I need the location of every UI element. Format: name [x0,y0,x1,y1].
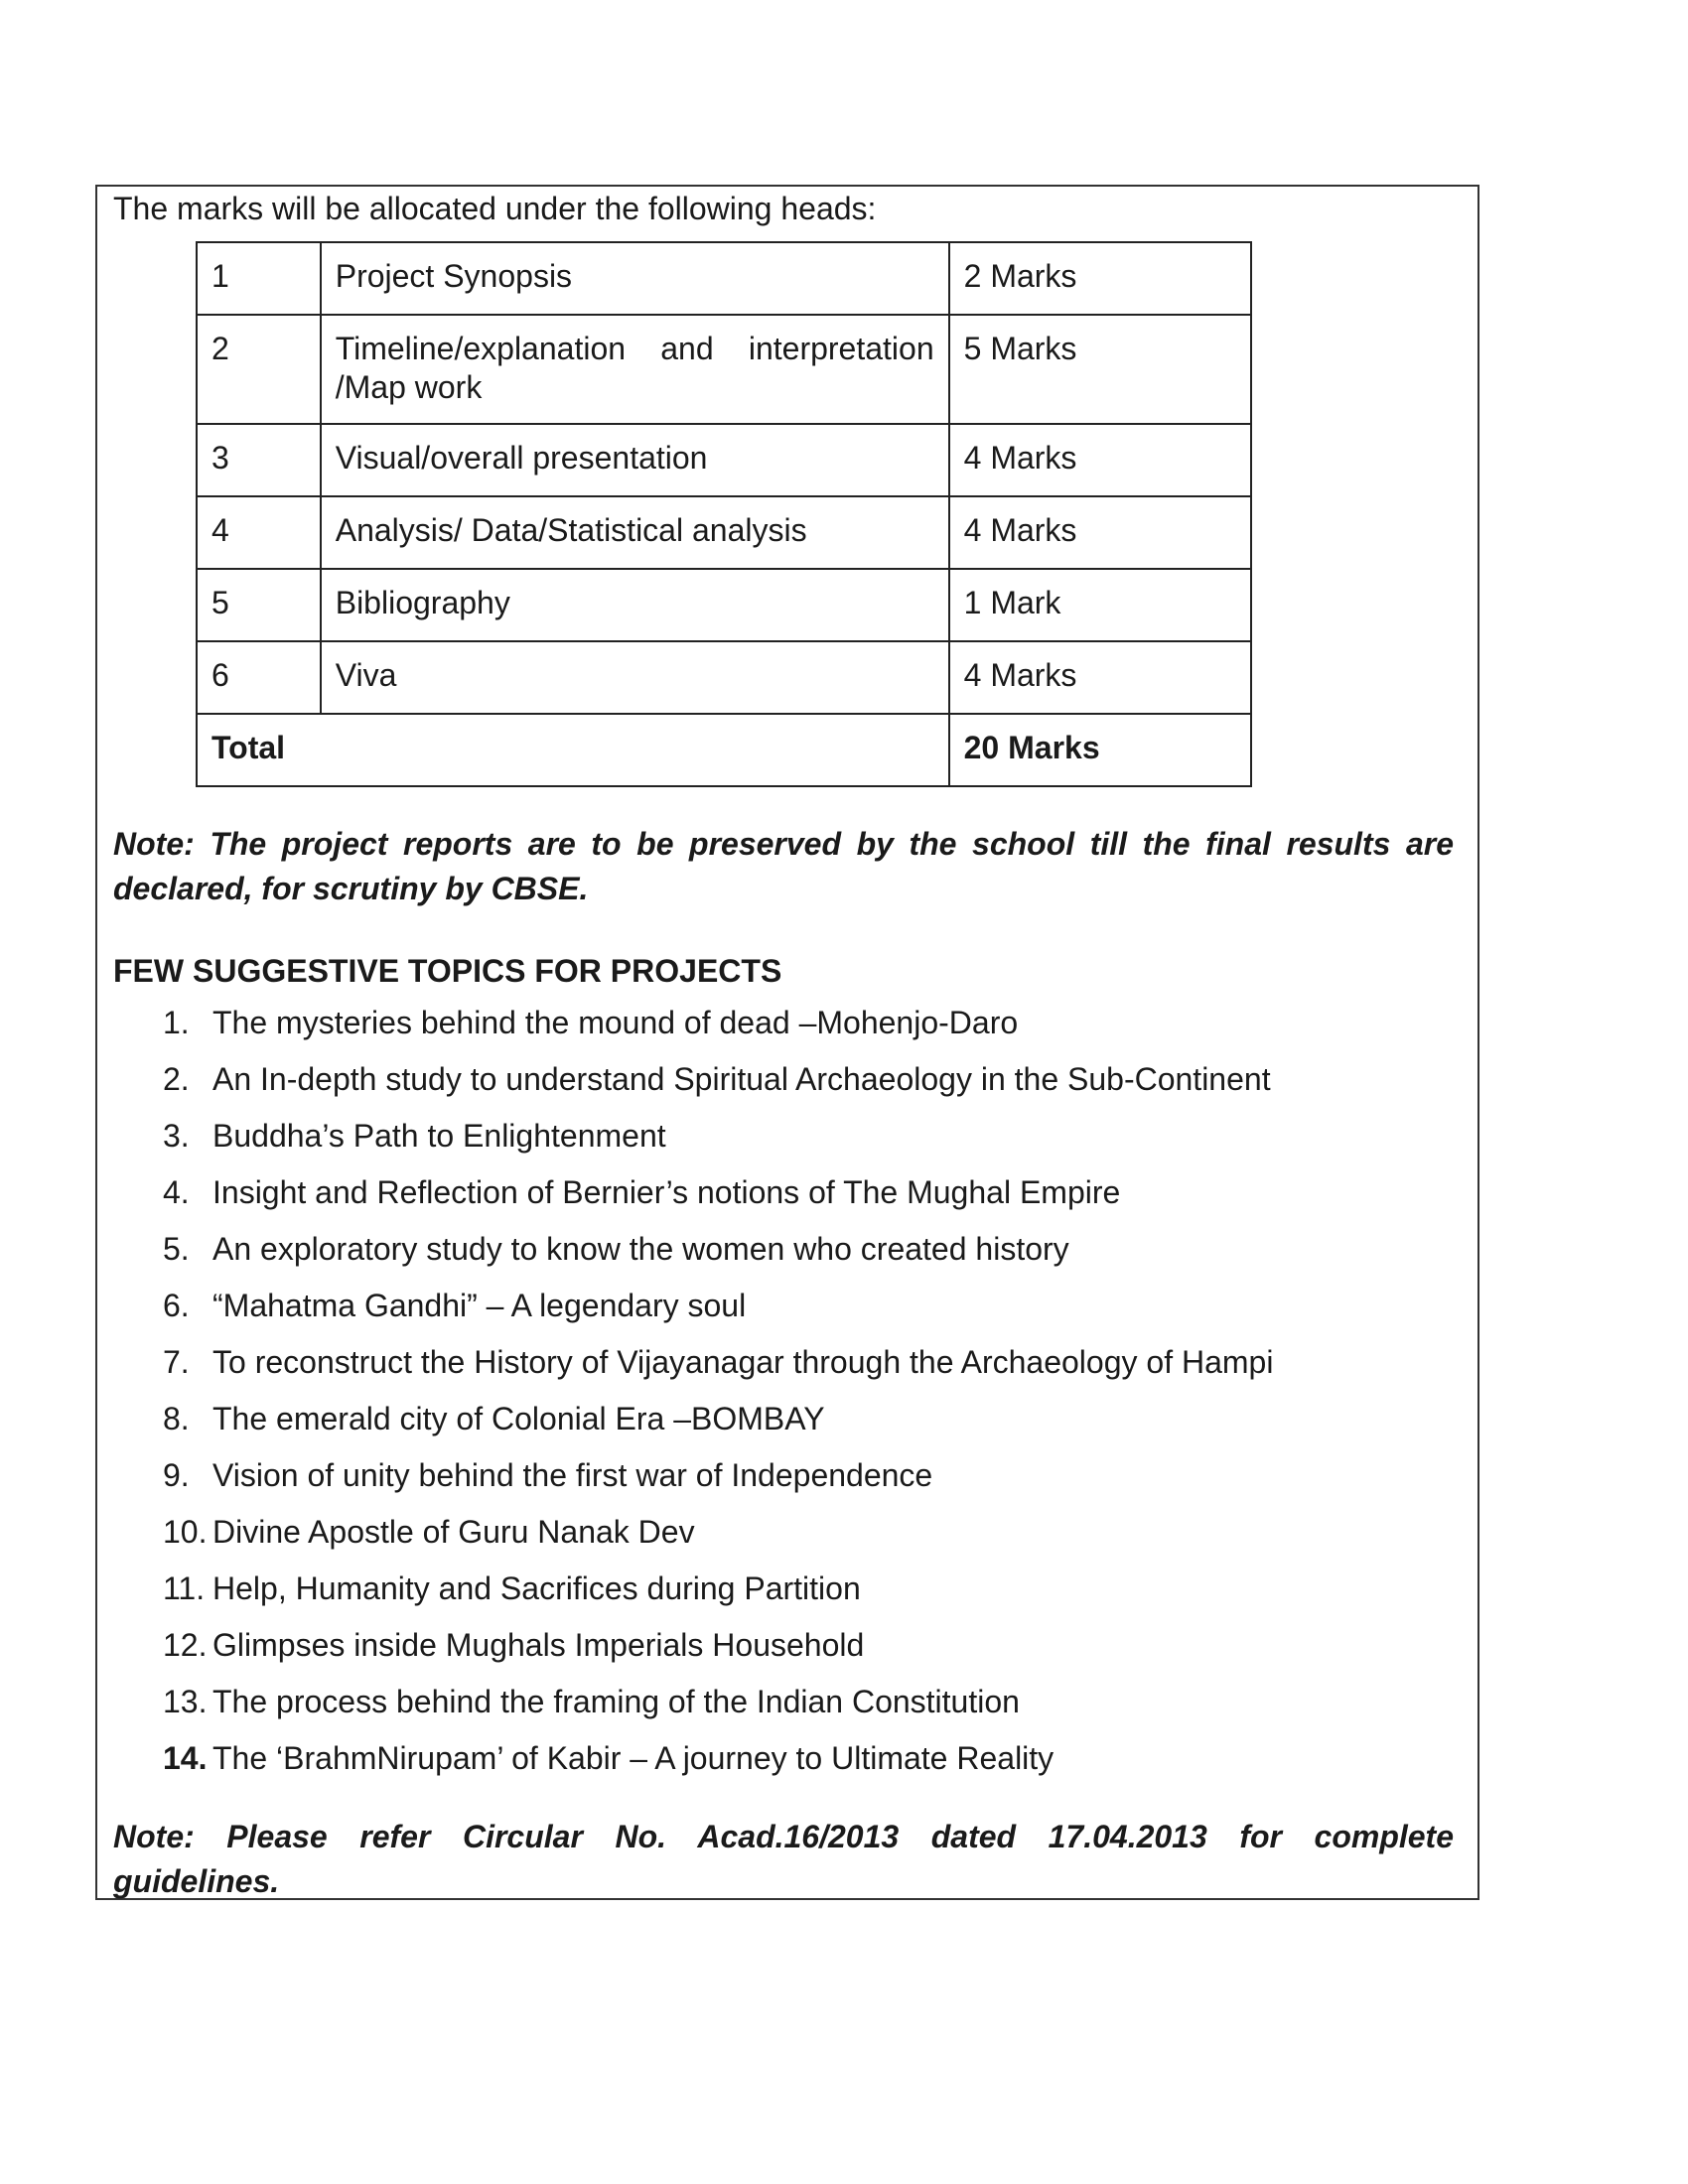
item-number: 2. [163,1061,190,1097]
list-item [97,1003,1273,1059]
item-text: Insight and Reflection of Bernier’s notions of The Mughal Empire [212,1174,1121,1210]
circular-note [113,1815,1454,1904]
total-label: Total [197,714,949,786]
row-number: 2 [197,315,321,424]
item-text: The ‘BrahmNirupam’ of Kabir – A journey to Ultimate Reality [212,1740,1055,1776]
content-frame [95,185,1479,1900]
list-item [97,1229,1273,1286]
item-text: Vision of unity behind the first war of Independence [212,1457,933,1493]
list-item [97,1286,1273,1342]
item-number: 6. [163,1288,190,1323]
list-item [97,1342,1273,1399]
table-row [197,496,1251,569]
row-marks: 4 Marks [949,641,1251,714]
list-item [97,1738,1273,1795]
row-head: Viva [321,641,949,714]
row-head: Visual/overall presentation [321,424,949,496]
list-item [97,1682,1273,1738]
row-marks: 4 Marks [949,424,1251,496]
topics-list [97,1003,1273,1795]
row-number: 3 [197,424,321,496]
row-head [321,315,949,424]
row-head-line: Timeline/explanation and interpretation [335,331,934,366]
total-marks: 20 Marks [949,714,1251,786]
row-marks: 1 Mark [949,569,1251,641]
table-row [197,569,1251,641]
total-row [197,714,1251,786]
note-line: Note: Please refer Circular No. Acad.16/2013 dated 17.04.2013 for complete [113,1819,1454,1854]
topics-heading: FEW SUGGESTIVE TOPICS FOR PROJECTS [113,953,782,989]
item-number: 5. [163,1231,190,1267]
row-number: 5 [197,569,321,641]
note-line: declared, for scrutiny by CBSE. [113,871,589,906]
item-number: 13. [163,1684,208,1719]
intro-text: The marks will be allocated under the following heads: [113,191,877,226]
item-number: 9. [163,1457,190,1493]
list-item [97,1059,1273,1116]
list-item [97,1455,1273,1512]
list-item [97,1116,1273,1172]
item-text: An exploratory study to know the women who created history [212,1231,1069,1267]
row-number: 1 [197,242,321,315]
item-text: The process behind the framing of the Indian Constitution [212,1684,1020,1719]
list-item [97,1512,1273,1569]
row-head: Bibliography [321,569,949,641]
item-number: 8. [163,1401,190,1436]
item-text: Divine Apostle of Guru Nanak Dev [212,1514,695,1550]
row-number: 6 [197,641,321,714]
row-marks: 2 Marks [949,242,1251,315]
list-item [97,1625,1273,1682]
item-text: The emerald city of Colonial Era –BOMBAY [212,1401,825,1436]
item-number: 10. [163,1514,208,1550]
item-number: 7. [163,1344,190,1380]
row-head: Analysis/ Data/Statistical analysis [321,496,949,569]
table-row [197,641,1251,714]
table-row [197,242,1251,315]
item-number: 1. [163,1005,190,1040]
note-line: Note: The project reports are to be preserved by the school till the final results are [113,826,1454,862]
row-head: Project Synopsis [321,242,949,315]
row-marks: 5 Marks [949,315,1251,424]
item-number: 11. [163,1570,206,1606]
table-row [197,424,1251,496]
row-number: 4 [197,496,321,569]
item-number: 14. [163,1740,208,1776]
list-item [97,1399,1273,1455]
item-text: Glimpses inside Mughals Imperials Household [212,1627,865,1663]
item-text: The mysteries behind the mound of dead –Mohenjo-Daro [212,1005,1019,1040]
item-text: Help, Humanity and Sacrifices during Partition [212,1570,861,1606]
item-text: Buddha’s Path to Enlightenment [212,1118,666,1154]
marks-allocation-table [196,241,1252,787]
item-number: 4. [163,1174,190,1210]
preservation-note [113,822,1454,911]
list-item [97,1569,1273,1625]
item-text: To reconstruct the History of Vijayanagar through the Archaeology of Hampi [212,1344,1274,1380]
list-item [97,1172,1273,1229]
row-head-line: /Map work [335,369,483,405]
item-number: 12. [163,1627,208,1663]
row-marks: 4 Marks [949,496,1251,569]
item-text: An In-depth study to understand Spiritual Archaeology in the Sub-Continent [212,1061,1271,1097]
item-number: 3. [163,1118,190,1154]
item-text: “Mahatma Gandhi” – A legendary soul [212,1288,747,1323]
note-line: guidelines. [113,1863,280,1899]
table-row [197,315,1251,424]
